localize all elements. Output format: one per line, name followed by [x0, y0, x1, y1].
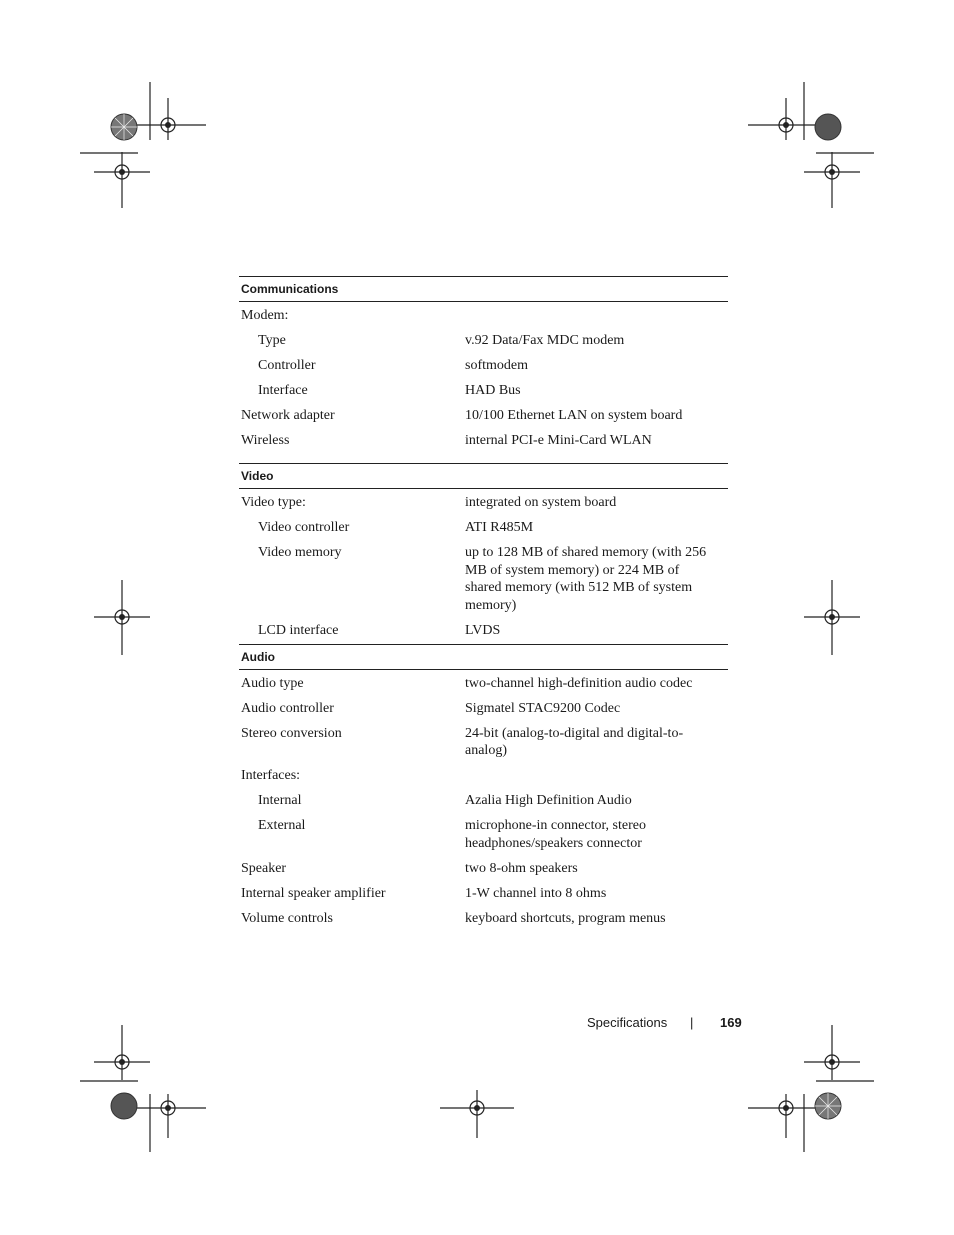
section-header-communications: Communications — [239, 276, 728, 302]
spec-value: two 8-ohm speakers — [465, 860, 578, 876]
spec-row — [239, 696, 728, 721]
page-number: 169 — [720, 1015, 742, 1030]
spec-row — [239, 378, 728, 403]
spec-label: Interface — [258, 383, 308, 398]
spec-label: Controller — [258, 358, 316, 373]
spec-value: softmodem — [465, 358, 528, 373]
spec-row — [239, 618, 728, 643]
spec-value: 1-W channel into 8 ohms — [465, 885, 607, 901]
spec-row — [239, 813, 728, 856]
spec-label: Speaker — [241, 860, 287, 876]
section-body-video — [239, 489, 728, 643]
spec-label: Video controller — [258, 520, 350, 535]
spec-row — [239, 788, 728, 813]
spec-row — [239, 856, 728, 881]
spec-value: ATI R485M — [465, 520, 534, 535]
spec-label: Interfaces: — [241, 768, 301, 783]
spec-label: Audio type — [241, 675, 304, 691]
spec-label: Type — [258, 333, 286, 348]
spec-row — [239, 671, 728, 696]
spec-value: 10/100 Ethernet LAN on system board — [465, 408, 683, 423]
spec-row — [239, 403, 728, 428]
spec-row — [239, 353, 728, 378]
spec-row — [239, 721, 728, 764]
spec-table — [239, 276, 728, 931]
spec-label: Modem: — [241, 308, 289, 323]
spec-value: up to 128 MB of shared memory (with 256 MB of system memory) or 224 MB of shared memory (with 512 MB of system memory) — [465, 545, 707, 613]
spec-value: internal PCI-e Mini-Card WLAN — [465, 433, 652, 448]
spec-value: keyboard shortcuts, program menus — [465, 910, 666, 926]
section-header-video: Video — [239, 463, 728, 489]
spec-row — [239, 881, 728, 906]
spec-value: integrated on system board — [465, 495, 617, 510]
spec-value: LVDS — [465, 622, 501, 638]
spec-value — [465, 307, 715, 325]
spec-label: Volume controls — [241, 910, 333, 926]
spec-label: Audio controller — [241, 700, 334, 716]
footer-separator: | — [690, 1015, 694, 1030]
spec-row — [239, 428, 728, 453]
spec-value: Azalia High Definition Audio — [465, 793, 632, 808]
spec-label: Video memory — [258, 545, 342, 560]
spec-row — [239, 763, 728, 788]
spec-value: HAD Bus — [465, 383, 521, 398]
spec-value: microphone-in connector, stereo headphones/speakers connector — [465, 818, 646, 851]
spec-value — [465, 767, 715, 785]
spec-row — [239, 540, 728, 618]
spec-value: v.92 Data/Fax MDC modem — [465, 333, 625, 348]
spec-label: External — [258, 818, 306, 833]
spec-label: Network adapter — [241, 408, 335, 423]
spec-label: Internal — [258, 793, 302, 808]
spec-row — [239, 515, 728, 540]
spec-label: LCD interface — [258, 622, 339, 638]
spec-row — [239, 490, 728, 515]
spec-value: 24-bit (analog-to-digital and digital-to-analog) — [465, 725, 684, 758]
spec-label: Video type: — [241, 495, 306, 510]
spec-label: Stereo conversion — [241, 725, 342, 741]
spec-label: Wireless — [241, 433, 290, 448]
spec-row — [239, 328, 728, 353]
section-header-audio: Audio — [239, 644, 728, 670]
spec-row — [239, 906, 728, 931]
spec-value: two-channel high-definition audio codec — [465, 675, 693, 691]
spec-row — [239, 303, 728, 328]
footer-section-label: Specifications — [587, 1015, 668, 1030]
section-body-audio — [239, 670, 728, 931]
spec-value: Sigmatel STAC9200 Codec — [465, 700, 621, 716]
spec-label: Internal speaker amplifier — [241, 885, 386, 901]
section-body-communications — [239, 302, 728, 453]
